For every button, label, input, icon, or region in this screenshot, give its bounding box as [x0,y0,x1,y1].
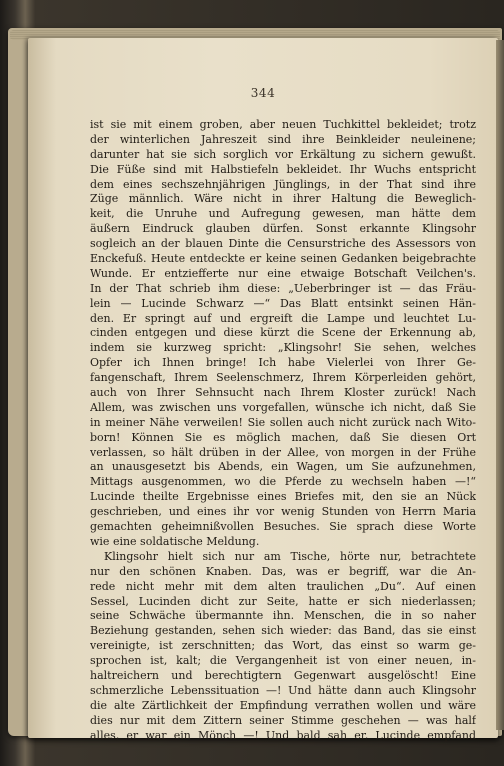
text-line: dies nur mit dem Zittern seiner Stimme geschehen — was half [90,713,476,727]
text-line: Klingsohr hielt sich nur am Tische, hörte nur, betrachtete [104,549,476,563]
text-line: Wunde. Er entziefferte nur eine etwaige Botschaft Veilchen's. [90,266,476,280]
text-line: Opfer ich Ihnen bringe! Ich habe Vielerlei von Ihrer Ge- [90,356,476,370]
text-line: alles, er war ein Mönch —! Und bald sah er, Lucinde empfand [90,728,476,742]
text-line: an unausgesetzt bis Abends, ein Wagen, um Sie aufzunehmen, [90,460,476,474]
text-line: Sessel, Lucinden dicht zur Seite, hatte er sich niederlassen; [90,594,476,608]
text-line: den. Er springt auf und ergreift die Lampe und leuchtet Lu- [90,311,476,325]
text-line: Mittags ausgenommen, wo die Pferde zu wechseln haben —!“ [90,475,476,489]
text-line: born! Können Sie es möglich machen, daß Sie diesen Ort [90,430,476,444]
text-line: wie eine soldatische Meldung. [90,534,260,548]
text-line: Lucinde theilte Ergebnisse eines Briefes mit, den sie an Nück [90,490,476,504]
text-line: schmerzliche Lebenssituation —! Und hätte dann auch Klingsohr [90,683,476,697]
text-line: haltreichern und berechtigtern Gegenwart ausgelöscht! Eine [90,668,476,682]
text-line: äußern Eindruck glauben dürfen. Sonst erkannte Klingsohr [90,222,476,236]
text-line: lein — Lucinde Schwarz —“ Das Blatt entsinkt seinen Hän- [90,296,476,310]
text-line: die alte Zärtlichkeit der Empfindung verrathen wollen und wäre [90,698,476,712]
text-line: darunter hat sie sich sorglich vor Erkältung zu sichern gewußt. [90,147,476,161]
text-line: gemachten geheimnißvollen Besuches. Sie sprach diese Worte [90,520,476,534]
text-line: In der That schrieb ihm diese: „Ueberbringer ist — das Fräu- [90,281,476,295]
text-line: sprochen ist, kalt; die Vergangenheit ist von einer neuen, in- [90,654,476,668]
text-line: ist sie mit einem groben, aber neuen Tuchkittel bekleidet; trotz [90,118,476,131]
text-line: Enckefuß. Heute entdeckte er keine seinen Gedanken beigebrachte [90,252,476,266]
text-line: indem sie kurzweg spricht: „Klingsohr! Sie sehen, welches [90,341,476,355]
text-line: Züge männlich. Wäre nicht in ihrer Haltung die Beweglich- [90,192,476,206]
text-line: cinden entgegen und diese kürzt die Scene der Erkennung ab, [90,326,476,340]
text-line: vereinigte, ist zerschnitten; das Wort, das einst so warm ge- [90,639,476,653]
text-line: fangenschaft, Ihrem Seelenschmerz, Ihrem Körperleiden gehört, [90,371,476,385]
text-line: auch von Ihrer Sehnsucht nach Ihrem Kloster zurück! Nach [90,386,476,400]
text-line: der winterlichen Jahreszeit sind ihre Beinkleider neuleinene; [90,132,476,146]
text-line: in meiner Nähe verweilen! Sie sollen auch nicht zurück nach Wito- [90,415,476,429]
page-stack-right-edge [496,40,504,730]
page-text [90,118,476,743]
text-line: verlassen, so hält drüben in der Allee, von morgen in der Frühe [90,445,476,459]
text-line: Beziehung gestanden, sehen sich wieder: das Band, das sie einst [90,624,476,638]
text-line: rede nicht mehr mit dem alten traulichen „Du“. Auf einen [90,579,476,593]
text-line: keit, die Unruhe und Aufregung gewesen, man hätte dem [90,207,476,221]
text-line: seine Schwäche übermannte ihn. Menschen, die in so naher [90,609,476,623]
text-line: nur den schönen Knaben. Das, was er begriff, war die An- [90,564,476,578]
text-line: Die Füße sind mit Halbstiefeln bekleidet. Ihr Wuchs entspricht [90,162,476,176]
text-line: dem eines sechszehnjährigen Jünglings, in der That sind ihre [90,177,476,191]
text-line: geschrieben, und eines ihr vor wenig Stunden von Herrn Maria [90,505,476,519]
text-line: Allem, was zwischen uns vorgefallen, wünsche ich nicht, daß Sie [90,400,476,414]
page-number: 344 [250,86,276,100]
text-line: sogleich an der blauen Dinte die Censurstriche des Assessors von [90,237,476,251]
